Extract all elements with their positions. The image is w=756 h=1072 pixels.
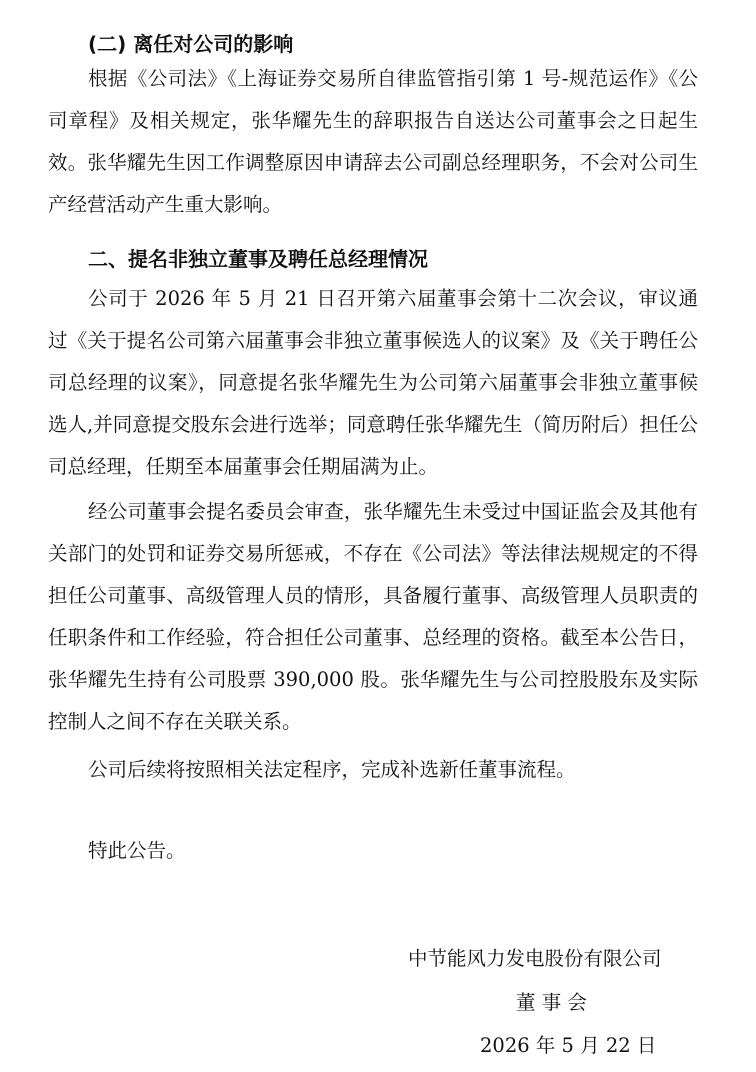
- board-signature: 董 事 会: [516, 991, 587, 1014]
- section-heading-nomination: 二、提名非独立董事及聘任总经理情况: [88, 247, 428, 271]
- committee-review-paragraph: 经公司董事会提名委员会审查，张华耀先生未受过中国证监会及其他有关部门的处罚和证券交易所惩戒，不存在《公司法》等法律法规规定的不得担任公司董事、高级管理人员的情形，具备履行董事、高级管理人员职责的任职条件和工作经验，符合担任公司董事、总经理的资格。截至本公告日，张华耀先生持有公司股票 390,000 股。张华耀先生与公司控股股东及实际控制人之间不存在关联关系。: [48, 500, 698, 733]
- departure-impact-paragraph: 根据《公司法》《上海证券交易所自律监管指引第 1 号-规范运作》《公司章程》及相关规定，张华耀先生的辞职报告自送达公司董事会之日起生效。张华耀先生因工作调整原因申请辞去公司副总经理职务，不会对公司生产经营活动产生重大影响。: [48, 67, 698, 216]
- nomination-paragraph: 公司于 2026 年 5 月 21 日召开第六届董事会第十二次会议，审议通过《关于提名公司第六届董事会非独立董事候选人的议案》及《关于聘任公司总经理的议案》，同意提名张华耀先生为公司第六届董事会非独立董事候选人,并同意提交股东会进行选举；同意聘任张华耀先生（简历附后）担任公司总经理，任期至本届董事会任期届满为止。: [48, 287, 698, 478]
- closing-text: 特此公告。: [88, 839, 186, 862]
- announcement-date: 2026 年 5 月 22 日: [480, 1034, 657, 1057]
- company-name: 中节能风力发电股份有限公司: [408, 947, 662, 970]
- follow-up-paragraph: 公司后续将按照相关法定程序，完成补选新任董事流程。: [88, 758, 576, 781]
- section-heading-departure-impact: (二) 离任对公司的影响: [88, 32, 294, 56]
